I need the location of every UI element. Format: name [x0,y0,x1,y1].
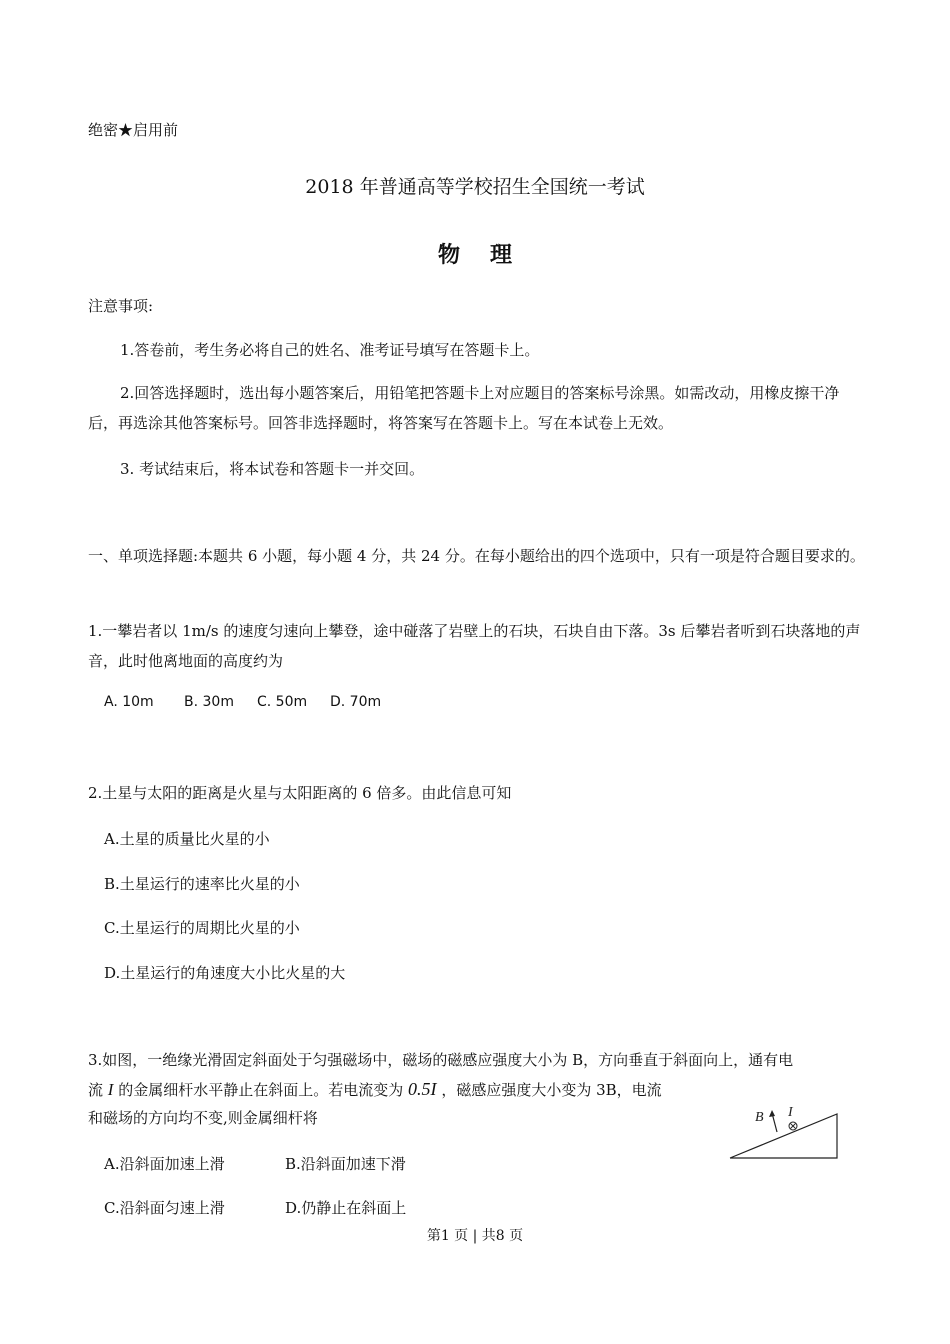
section1-heading: 一、单项选择题:本题共 6 小题，每小题 4 分，共 24 分。在每小题给出的四个选项中，只有一项是符合题目要求的。 [88,547,865,565]
q3-option-a: A.沿斜面加速上滑 [104,1155,225,1173]
q3-stem-line3: 和磁场的方向均不变,则金属细杆将 [88,1109,318,1127]
q2-option-a: A.土星的质量比火星的小 [104,830,270,848]
exam-title: 2018 年普通高等学校招生全国统一考试 [305,176,645,198]
incline-triangle [730,1114,837,1158]
field-arrowhead [769,1110,775,1117]
notes-heading: 注意事项: [88,297,154,315]
label-B: B [755,1110,764,1125]
q2-option-d: D.土星运行的角速度大小比火星的大 [104,964,346,982]
q3-option-b: B.沿斜面加速下滑 [285,1155,406,1173]
note-item-2: 2.回答选择题时，选出每小题答案后，用铅笔把答题卡上对应题目的答案标号涂黑。如需改动，用橡皮擦干净后，再选涂其他答案标号。回答非选择题时，将答案写在答题卡上。写在本试卷上无效。 [88,384,840,432]
q2-option-b: B.土星运行的速率比火星的小 [104,875,300,893]
note-item-1: 1.答卷前，考生务必将自己的姓名、准考证号填写在答题卡上。 [120,341,540,359]
incline-figure [725,1100,845,1165]
q3-option-c: C.沿斜面匀速上滑 [104,1199,225,1217]
q1-stem: 1.一攀岩者以 1m/s 的速度匀速向上攀登，途中碰落了岩壁上的石块，石块自由下落。3s 后攀岩者听到石块落地的声音，此时他离地面的高度约为 [88,622,861,670]
q2-stem: 2.土星与太阳的距离是火星与太阳距离的 6 倍多。由此信息可知 [88,784,512,802]
q1-option-d: D. 70m [330,694,382,710]
q3-stem-line2: 流 I 的金属细杆水平静止在斜面上。若电流变为 0.5I ，磁感应强度大小变为 3B，电流 [88,1079,662,1099]
label-I: I [788,1105,793,1120]
q2-option-c: C.土星运行的周期比火星的小 [104,919,300,937]
q3-stem-line1: 3.如图，一绝缘光滑固定斜面处于匀强磁场中，磁场的磁感应强度大小为 B，方向垂直于斜面向上，通有电 [88,1051,794,1069]
secret-label: 绝密★启用前 [88,121,179,139]
subject-title: 物理 [437,242,542,268]
q1-option-b: B. 30m [184,694,234,710]
note-item-3: 3. 考试结束后，将本试卷和答题卡一并交回。 [120,460,425,478]
q1-option-c: C. 50m [257,694,308,710]
q1-option-a: A. 10m [104,694,154,710]
q3-option-d: D.仍静止在斜面上 [285,1199,407,1217]
page-footer: 第1 页 | 共8 页 [426,1228,524,1244]
